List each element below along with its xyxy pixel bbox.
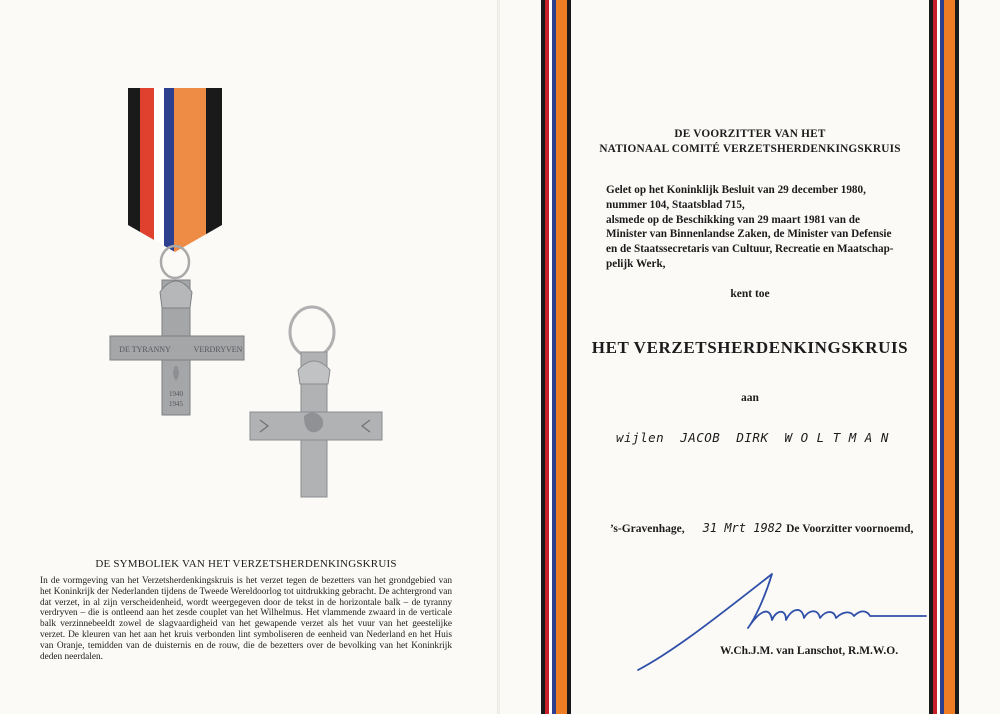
decree-line: pelijk Werk,: [606, 257, 666, 270]
certificate-heading: [580, 127, 920, 157]
medal-year-top: 1940: [169, 390, 183, 398]
place: ’s-Gravenhage,: [610, 523, 685, 535]
recipient-name: wijlen JACOB DIRK W O L T M A N: [616, 430, 889, 445]
heading-line-1: DE VOORZITTER VAN HET: [674, 128, 826, 140]
medal-inscription-left: DE TYRANNY: [119, 345, 171, 354]
page-fold: [497, 0, 500, 714]
symbolism-title: DE SYMBOLIEK VAN HET VERZETSHERDENKINGSKRUIS: [95, 558, 397, 570]
ribbon-stripe-left: [541, 0, 571, 714]
medal-ribbon: [128, 88, 222, 258]
awards-phrase: kent toe: [730, 288, 770, 300]
award-title: HET VERZETSHERDENKINGSKRUIS: [591, 338, 909, 357]
place-date-line: [610, 521, 913, 535]
decree-line: Minister van Binnenlandse Zaken, de Minister van Defensie: [606, 228, 892, 241]
decree-line: en de Staatssecretaris van Cultuur, Recreatie en Maatschap-: [606, 243, 894, 256]
medal-illustration: [100, 80, 400, 510]
to-phrase: aan: [741, 392, 759, 404]
signature: [636, 570, 936, 680]
medal-back-ring: [290, 307, 334, 357]
medal-inscription-right: VERDRYVEN: [193, 345, 243, 354]
medal-year-bottom: 1945: [169, 400, 183, 408]
signer-name: W.Ch.J.M. van Lanschot, R.M.W.O.: [720, 645, 899, 657]
decree-line: Gelet op het Koninklijk Besluit van 29 december 1980,: [606, 184, 866, 196]
symbolism-text: In de vormgeving van het Verzetsherdenkingskruis is het verzet tegen de bezetters van het grondgebied van het Koninkrijk der Nederlanden tijdens de Tweede Wereldoorlog tot uitdrukking gebracht. De achtergrond van dat verzet, in al zijn verscheidenheid, wordt weergegeven door de tekst in de horizontale balk – de tyranny verdryven – die is ontleend aan het zesde couplet van het Wilhelmus. Het vlammende zwaard in de verticale balk verzinnebeeldt zowel de slagvaardigheid van het gewapende verzet als het vuur van het geestelijke verzet. De kleuren van het aan het kruis verbonden lint symboliseren de eenheid van Nederland en het Huis van Oranje, temidden van de duisternis en de rouw, die de bezetters over de bevolking van het Koninkrijk deden neerdalen.: [40, 576, 452, 662]
decree-text: [606, 183, 900, 272]
heading-line-2: NATIONAAL COMITÉ VERZETSHERDENKINGSKRUIS: [599, 143, 901, 155]
chair-label: De Voorzitter voornoemd,: [786, 523, 914, 535]
decree-line: alsmede op de Beschikking van 29 maart 1981 van de: [606, 213, 860, 226]
decree-line: nummer 104, Staatsblad 715,: [606, 198, 745, 211]
issue-date: 31 Mrt 1982: [702, 521, 783, 535]
